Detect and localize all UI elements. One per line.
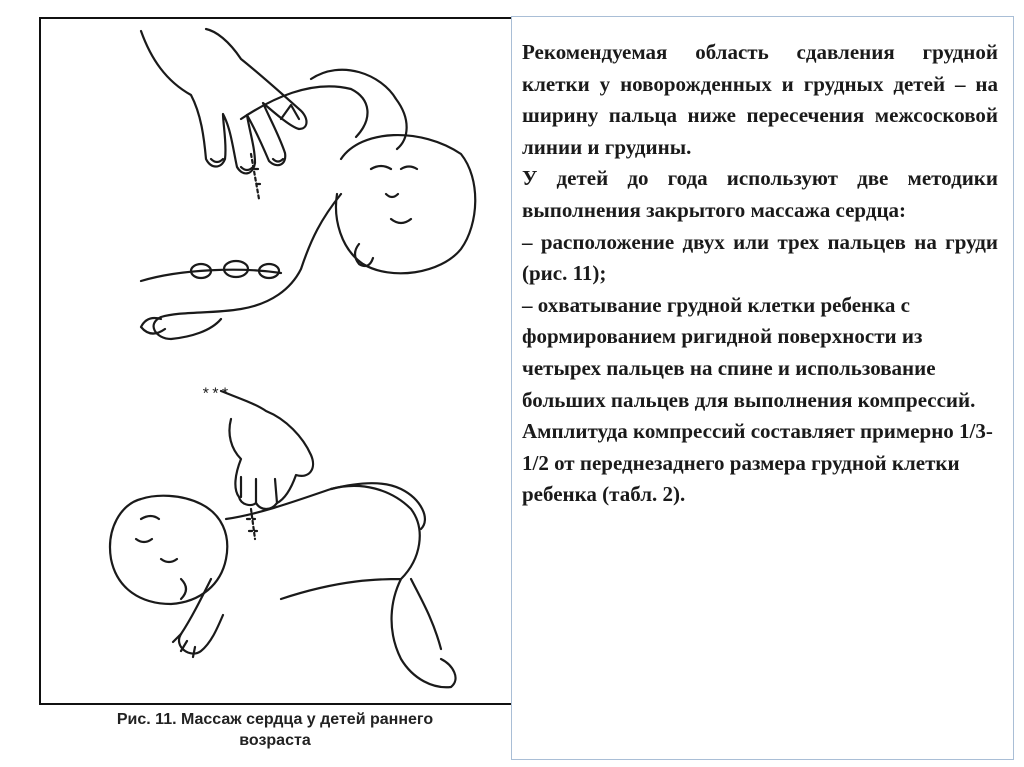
bottom-hand xyxy=(221,391,313,509)
paragraph-amplitude: Амплитуда компрессий составляет примерно 1/3-1/2 от переднезаднего размера грудной клетки ребенка (табл. 2). xyxy=(522,419,993,507)
figure-caption-line-1: Рис. 11. Массаж сердца у детей раннего xyxy=(116,711,434,728)
top-infant-head xyxy=(336,135,475,273)
bottom-illustration xyxy=(110,386,455,687)
bottom-infant-ear xyxy=(181,579,186,599)
top-infant-arm xyxy=(141,270,281,334)
bottom-infant-body xyxy=(226,486,456,687)
figure-frame xyxy=(39,17,513,705)
bottom-infant-head xyxy=(110,496,227,604)
bottom-infant-leg xyxy=(411,579,441,649)
top-infant-ear xyxy=(355,244,373,266)
figure-caption-line-2: возраста xyxy=(239,732,311,749)
text-block xyxy=(522,37,998,511)
paragraph-two-methods: У детей до года используют две методики выполнения закрытого массажа сердца: xyxy=(522,166,998,222)
figure-panel xyxy=(10,5,515,762)
figure-mark: *** xyxy=(201,386,230,404)
bottom-infant-face xyxy=(136,516,177,562)
text-panel xyxy=(511,16,1014,760)
figure-caption xyxy=(50,709,500,751)
paragraph-compression-area: Рекомендуемая область сдавления грудной клетки у новорожденных и грудных детей – на ширину пальца ниже пересечения межсосковой линии и грудины. xyxy=(522,40,998,159)
top-hand xyxy=(141,29,307,173)
paragraph-method-encircling: – охватывание грудной клетки ребенка с формированием ригидной поверхности из четырех пальцев на спине и использование больших пальцев для выполнения компрессий. xyxy=(522,292,976,412)
illustration-canvas xyxy=(41,19,511,703)
top-illustration xyxy=(141,29,475,339)
top-infant-shoulder xyxy=(311,70,407,149)
bottom-fingers xyxy=(241,477,277,503)
top-infant-face xyxy=(371,166,417,223)
paragraph-method-fingers: – расположение двух или трех пальцев на груди (рис. 11); xyxy=(522,229,998,286)
top-chest-mark xyxy=(251,154,263,199)
